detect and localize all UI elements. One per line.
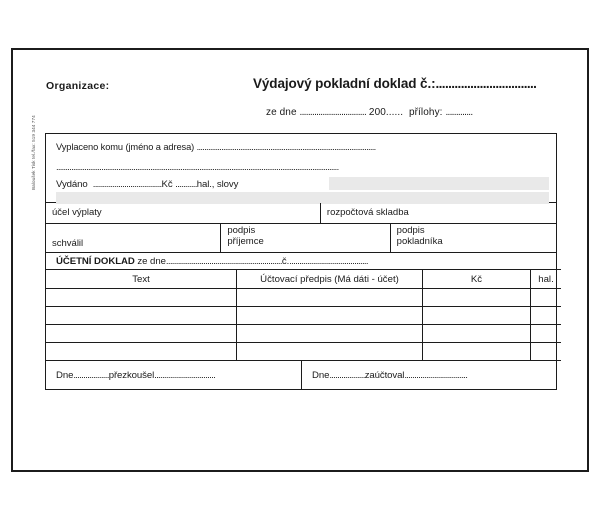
- footer-row: [46, 361, 556, 389]
- table-row[interactable]: [46, 343, 561, 361]
- accounting-table: [46, 269, 561, 361]
- attachments-dots: .............: [445, 107, 473, 118]
- table-row[interactable]: [46, 307, 561, 325]
- cell-hellers[interactable]: [531, 325, 562, 343]
- cashier-signature-cell[interactable]: [390, 224, 556, 252]
- table-row[interactable]: [46, 325, 561, 343]
- cell-crowns[interactable]: [423, 307, 531, 325]
- cell-crowns[interactable]: [423, 289, 531, 307]
- accounting-document-title: ÚČETNÍ DOKLAD: [56, 256, 135, 267]
- accounting-number-label: č.: [281, 256, 290, 267]
- recipient-signature-label-line1: podpis: [227, 225, 256, 236]
- printer-credit-text: Baloušek Tisk tel./fax: 519 344 774: [31, 115, 36, 190]
- issued-amount-dots: ...................................: [92, 179, 162, 190]
- accounting-date-prefix: ze dne: [137, 256, 166, 267]
- checked-date-prefix: Dne: [56, 369, 74, 381]
- document-title: [253, 76, 573, 91]
- posted-signature-dots: ................................: [404, 369, 468, 381]
- signature-row: [46, 223, 556, 252]
- cell-posting-rule[interactable]: [237, 289, 423, 307]
- column-header-text: Text: [46, 270, 237, 289]
- purpose-row: [46, 202, 556, 223]
- budget-structure-cell[interactable]: [320, 203, 556, 223]
- cashier-signature-label-line2: pokladníka: [396, 235, 443, 247]
- table-row[interactable]: [46, 289, 561, 307]
- cell-posting-rule[interactable]: [237, 343, 423, 361]
- date-dots: ................................: [299, 107, 367, 118]
- hellers-dots: ...........: [175, 179, 197, 190]
- posted-by-label: zaúčtoval: [364, 369, 405, 381]
- checked-date-dots: ..................: [73, 369, 109, 381]
- attachments-label: přílohy:: [408, 107, 443, 118]
- cell-hellers[interactable]: [531, 343, 562, 361]
- posted-date-dots: ..................: [329, 369, 365, 381]
- cell-posting-rule[interactable]: [237, 307, 423, 325]
- form-header: [13, 50, 587, 132]
- table-header-row: [46, 270, 561, 289]
- table-body: [46, 289, 561, 361]
- payee-section: [46, 134, 556, 202]
- cell-posting-rule[interactable]: [237, 325, 423, 343]
- checked-by-label: přezkoušel: [108, 369, 155, 381]
- checked-by-cell[interactable]: [46, 361, 301, 389]
- payee-dots-line2: ......................................................................................................................................................: [56, 162, 339, 172]
- column-header-hellers: hal.: [531, 270, 562, 289]
- accounting-date-dots: ...........................................................: [165, 256, 282, 267]
- cell-crowns[interactable]: [423, 343, 531, 361]
- checked-signature-dots: ...............................: [154, 369, 216, 381]
- cell-crowns[interactable]: [423, 325, 531, 343]
- cell-text[interactable]: [46, 289, 237, 307]
- cell-text[interactable]: [46, 307, 237, 325]
- payee-dots-line1: ...............................................................................................: [196, 142, 376, 152]
- purpose-cell[interactable]: [46, 203, 320, 223]
- budget-structure-label: rozpočtová skladba: [326, 207, 409, 218]
- amount-in-words-field-line1[interactable]: [329, 177, 549, 190]
- cell-text[interactable]: [46, 325, 237, 343]
- payee-label: Vyplaceno komu (jméno a adresa): [56, 142, 195, 152]
- cell-hellers[interactable]: [531, 307, 562, 325]
- cell-hellers[interactable]: [531, 289, 562, 307]
- issued-label: Vydáno: [56, 179, 88, 190]
- posted-by-cell[interactable]: [301, 361, 556, 389]
- posted-date-prefix: Dne: [312, 369, 330, 381]
- column-header-crowns: Kč: [423, 270, 531, 289]
- document-title-text: Výdajový pokladní doklad č.:: [253, 76, 436, 91]
- year-prefix-label: 200......: [368, 107, 404, 118]
- accounting-document-band: [46, 252, 556, 269]
- cashier-signature-label-line1: podpis: [396, 225, 425, 236]
- document-date-line: [266, 107, 576, 118]
- hellers-label: hal., slovy: [196, 179, 239, 190]
- column-header-posting-rule: Účtovací předpis (Má dáti - účet): [237, 270, 423, 289]
- date-prefix-label: ze dne: [266, 107, 297, 118]
- recipient-signature-label-line2: příjemce: [227, 235, 264, 247]
- cell-text[interactable]: [46, 343, 237, 361]
- approved-by-label: schválil: [52, 237, 84, 249]
- purpose-label: účel výplaty: [52, 207, 102, 218]
- recipient-signature-cell[interactable]: [220, 224, 389, 252]
- organization-label: Organizace:: [46, 80, 110, 92]
- form-body: [45, 133, 557, 390]
- currency-label: Kč: [161, 179, 173, 190]
- approved-by-cell[interactable]: [46, 224, 220, 252]
- accounting-number-dots: ........................................: [289, 256, 368, 267]
- document-sheet: [11, 48, 589, 472]
- document-title-dots: ................................: [435, 76, 537, 91]
- payee-name-line: [56, 142, 546, 152]
